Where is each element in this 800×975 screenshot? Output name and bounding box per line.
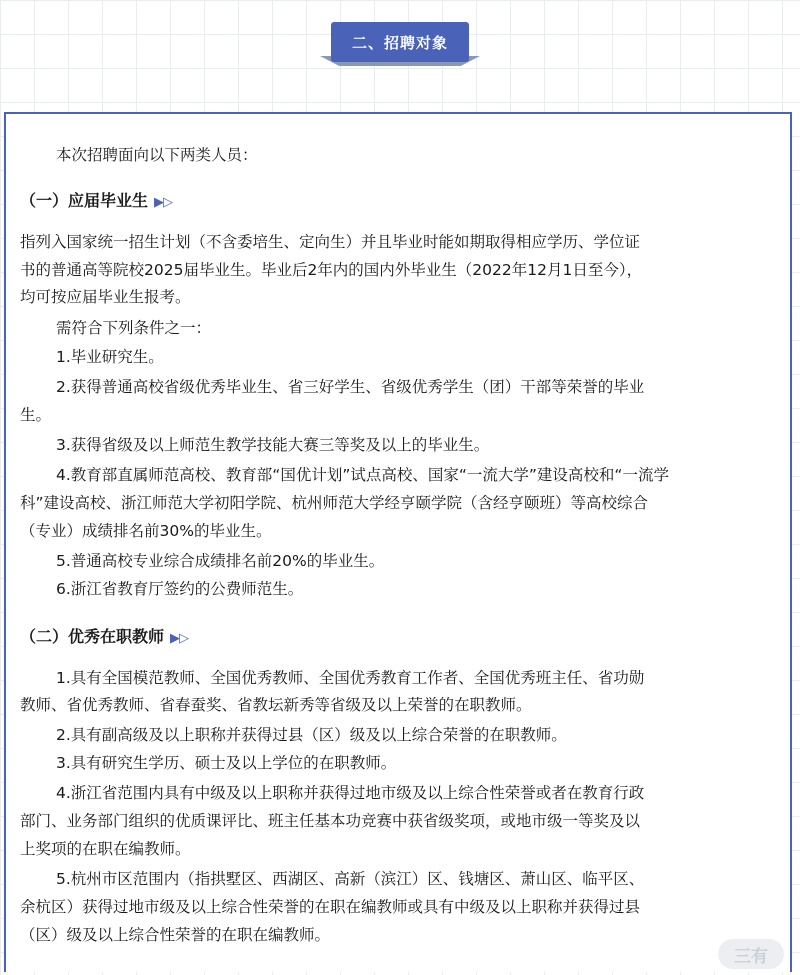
group2-item-line: （区）级及以上综合性荣誉的在职在编教师。 — [20, 926, 331, 944]
group1-item-line: （专业）成绩排名前30%的毕业生。 — [20, 522, 272, 540]
group2-item-line: 1.具有全国模范教师、全国优秀教师、全国优秀教育工作者、全国优秀班主任、省功勋 — [56, 669, 645, 687]
group1-heading-text: （一）应届毕业生 — [20, 191, 149, 210]
arrow-icon: ▶▷ — [170, 631, 189, 646]
group1-item-line: 生。 — [20, 406, 52, 424]
group1-para-line: 书的普通高等院校2025届毕业生。毕业后2年内的国内外毕业生（2022年12月1日至今）， — [20, 261, 643, 279]
group2-item-line: 余杭区）获得过地市级及以上综合性荣誉的在职在编教师或具有中级及以上职称并获得过县 — [20, 898, 641, 916]
group1-item-line: 6.浙江省教育厅签约的公费师范生。 — [56, 580, 304, 598]
group1-item-line: 2.获得普通高校省级优秀毕业生、省三好学生、省级优秀学生（团）干部等荣誉的毕业 — [56, 378, 645, 396]
watermark-logo: 三有 — [718, 939, 784, 969]
group1-item-line: 3.获得省级及以上师范生教学技能大赛三等奖及以上的毕业生。 — [56, 436, 490, 454]
group2-item-line: 教师、省优秀教师、省春蚕奖、省教坛新秀等省级及以上荣誉的在职教师。 — [20, 696, 532, 714]
group2-item-line: 2.具有副高级及以上职称并获得过县（区）级及以上综合荣誉的在职教师。 — [56, 726, 567, 744]
group2-heading-text: （二）优秀在职教师 — [20, 627, 165, 646]
content-box — [4, 112, 792, 972]
group1-heading — [20, 187, 786, 217]
intro-text: 本次招聘面向以下两类人员： — [56, 146, 258, 164]
group2-item-line: 3.具有研究生学历、硕士及以上学位的在职教师。 — [56, 754, 397, 772]
group2-item-line: 4.浙江省范围内具有中级及以上职称并获得过地市级及以上综合性荣誉或者在教育行政 — [56, 784, 645, 802]
group2-item-line: 5.杭州市区范围内（指拱墅区、西湖区、高新（滨江）区、钱塘区、萧山区、临平区、 — [56, 870, 645, 888]
group1-para-line: 均可按应届毕业生报考。 — [20, 288, 191, 306]
group1-para-line: 指列入国家统一招生计划（不含委培生、定向生）并且毕业时能如期取得相应学历、学位证 — [20, 233, 641, 251]
group2-heading — [20, 623, 786, 653]
arrow-icon: ▶▷ — [154, 195, 173, 210]
group1-item-line: 4.教育部直属师范高校、教育部“国优计划”试点高校、国家“一流大学”建设高校和“一流学 — [56, 466, 669, 484]
section-banner — [0, 22, 800, 68]
group2-item-line: 部门、业务部门组织的优质课评比、班主任基本功竞赛中获省级奖项，或地市级一等奖及以 — [20, 812, 641, 830]
condition-intro: 需符合下列条件之一： — [56, 319, 212, 337]
group1-item-line: 科”建设高校、浙江师范大学初阳学院、杭州师范大学经亨颐学院（含经亨颐班）等高校综合 — [20, 494, 649, 512]
group2-item-line: 上奖项的在职在编教师。 — [20, 840, 191, 858]
group1-item-line: 1.毕业研究生。 — [56, 348, 164, 366]
section-title: 二、招聘对象 — [331, 22, 469, 62]
group1-item-line: 5.普通高校专业综合成绩排名前20%的毕业生。 — [56, 552, 385, 570]
